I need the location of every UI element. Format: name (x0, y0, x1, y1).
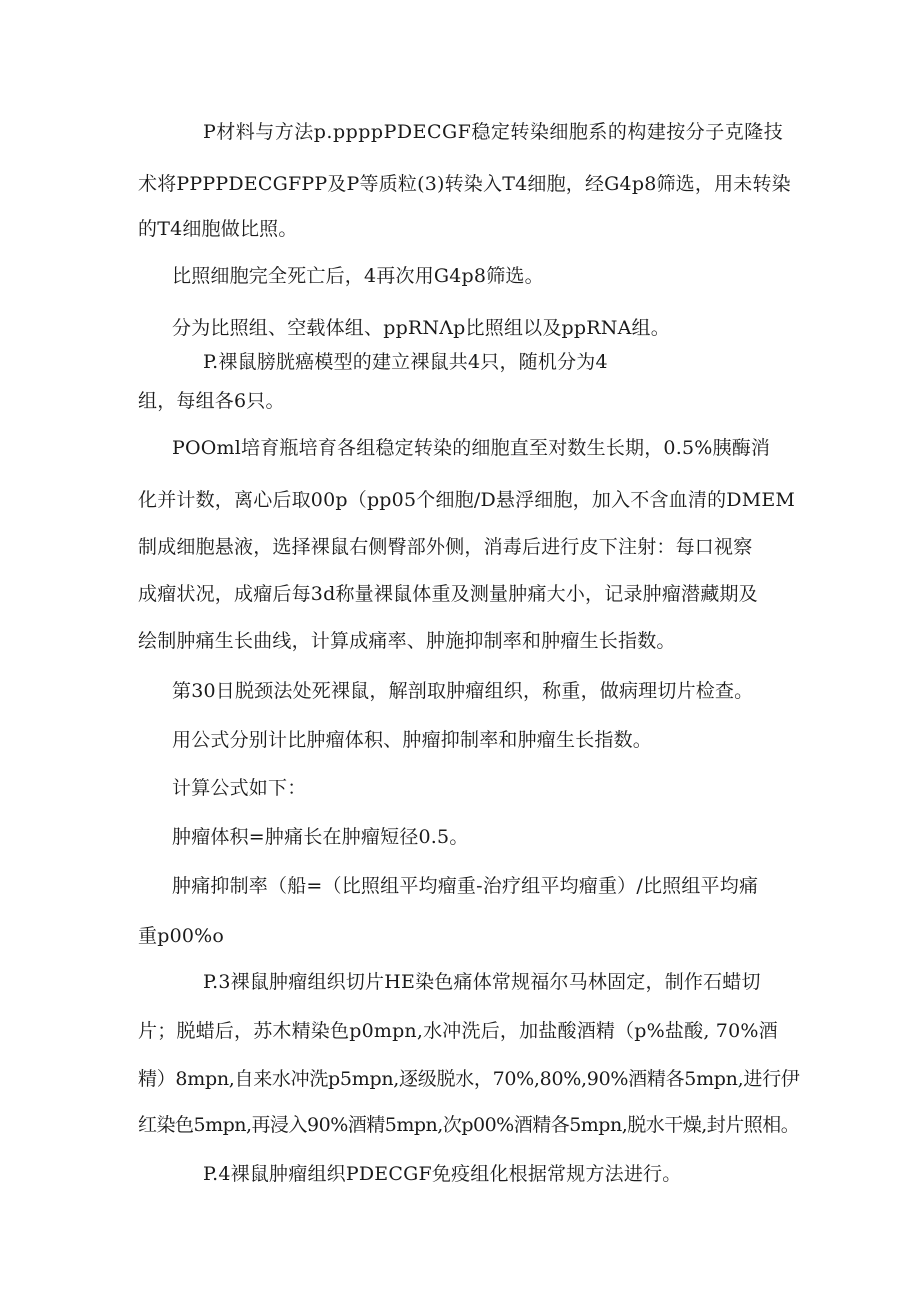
text-line: 的T4细胞做比照。 (138, 218, 298, 240)
text-line: 第30日脱颈法处死裸鼠，解剖取肿瘤组织，称重，做病理切片检查。 (172, 680, 754, 702)
text-line: 重p00%o (138, 925, 225, 947)
text-line: POOml培育瓶培育各组稳定转染的细胞直至对数生长期，0.5%胰酶消 (172, 437, 771, 459)
text-line: 绘制肿痛生长曲线，计算成痛率、肿施抑制率和肿瘤生长指数。 (138, 630, 676, 652)
text-line: 比照细胞完全死亡后，4再次用G4p8筛选。 (172, 265, 544, 287)
text-line: 化并计数，离心后取00p（pp05个细胞/D悬浮细胞，加入不含血清的DMEM (138, 489, 796, 511)
text-line: 术将PPPPDECGFPP及P等质粒(3)转染入T4细胞，经G4p8筛选，用未转染 (138, 173, 791, 195)
text-line: 组，每组各6只。 (138, 390, 285, 412)
text-line: 制成细胞悬液，选择裸鼠右侧臀部外侧，消毒后进行皮下注射：每口视察 (138, 536, 753, 558)
text-line: 成瘤状况，成瘤后每3d称量裸鼠体重及测量肿痛大小，记录肿瘤潜藏期及 (138, 583, 758, 605)
text-line: 分为比照组、空载体组、ppRNΛp比照组以及ppRNA组。 (172, 317, 670, 339)
text-line: 片；脱蜡后，苏木精染色p0mpn,水冲洗后，加盐酸酒精（p%盐酸, 70%酒 (138, 1020, 778, 1042)
text-line: P材料与方法p.ppppPDECGF稳定转染细胞系的构建按分子克隆技 (203, 121, 784, 143)
text-line: P.3裸鼠肿瘤组织切片HE染色痛体常规福尔马林固定，制作石蜡切 (203, 971, 761, 993)
text-line: 用公式分别计比肿瘤体积、肿瘤抑制率和肿瘤生长指数。 (172, 729, 653, 751)
text-line: P.裸鼠膀胱癌模型的建立裸鼠共4只，随机分为4 (203, 351, 608, 373)
text-line: 红染色5mpn,再浸入90%酒精5mpn,次p00%酒精各5mpn,脱水干燥,封片照相。 (138, 1114, 800, 1136)
text-line: P.4裸鼠肿瘤组织PDECGF免疫组化根据常规方法进行。 (203, 1163, 682, 1185)
text-line: 肿瘤体积=肿痛长在肿瘤短径0.5。 (172, 826, 469, 848)
text-line: 精）8mpn,自来水冲洗p5mpn,逐级脱水，70%,80%,90%酒精各5mpn,进行伊 (138, 1068, 800, 1090)
text-line: 肿痛抑制率（船=（比照组平均瘤重-治疗组平均瘤重）/比照组平均痛 (172, 875, 759, 897)
text-line: 计算公式如下： (172, 777, 307, 799)
